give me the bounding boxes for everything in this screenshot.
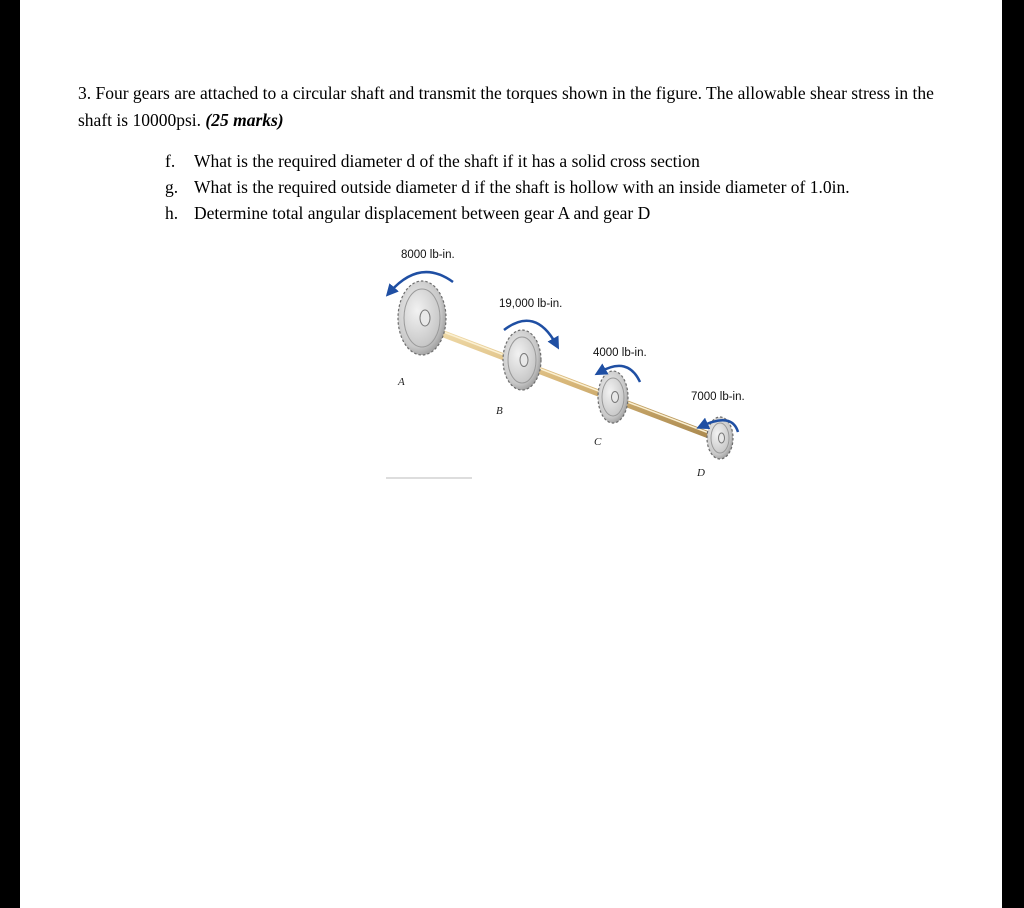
gear-b — [503, 330, 541, 390]
gear-c — [598, 371, 628, 423]
part-text: Determine total angular displacement between gear A and gear D — [194, 203, 651, 223]
question-part-g — [165, 174, 965, 200]
gear-label-d: D — [697, 467, 705, 479]
question-marks: (25 marks) — [205, 110, 284, 130]
torque-label-b: 19,000 lb-in. — [499, 298, 563, 310]
gear-shaft-figure — [360, 240, 760, 490]
document-page — [20, 0, 1002, 908]
shaft — [412, 322, 722, 440]
torque-label-d: 7000 lb-in. — [691, 391, 745, 403]
gear-label-c: C — [594, 436, 602, 448]
gear-shaft-diagram — [360, 240, 760, 490]
torque-label-a: 8000 lb-in. — [401, 249, 455, 261]
part-text: What is the required diameter d of the shaft if it has a solid cross section — [194, 151, 700, 171]
gear-a — [398, 281, 446, 355]
question-part-h — [165, 200, 965, 226]
part-letter: h. — [165, 203, 179, 223]
shaft-highlight — [412, 320, 722, 438]
part-letter: g. — [165, 177, 179, 197]
question-statement — [78, 80, 958, 134]
gear-label-a: A — [398, 376, 405, 388]
part-letter: f. — [165, 151, 176, 171]
question-parts-list — [165, 148, 965, 226]
gear-label-b: B — [496, 405, 503, 417]
question-part-f — [165, 148, 965, 174]
part-text: What is the required outside diameter d if the shaft is hollow with an inside diameter of 1.0in. — [194, 177, 850, 197]
torque-label-c: 4000 lb-in. — [593, 347, 647, 359]
question-text: 3. Four gears are attached to a circular shaft and transmit the torques shown in the figure. The allowable shear stress in the shaft is 10000psi. — [78, 83, 934, 130]
